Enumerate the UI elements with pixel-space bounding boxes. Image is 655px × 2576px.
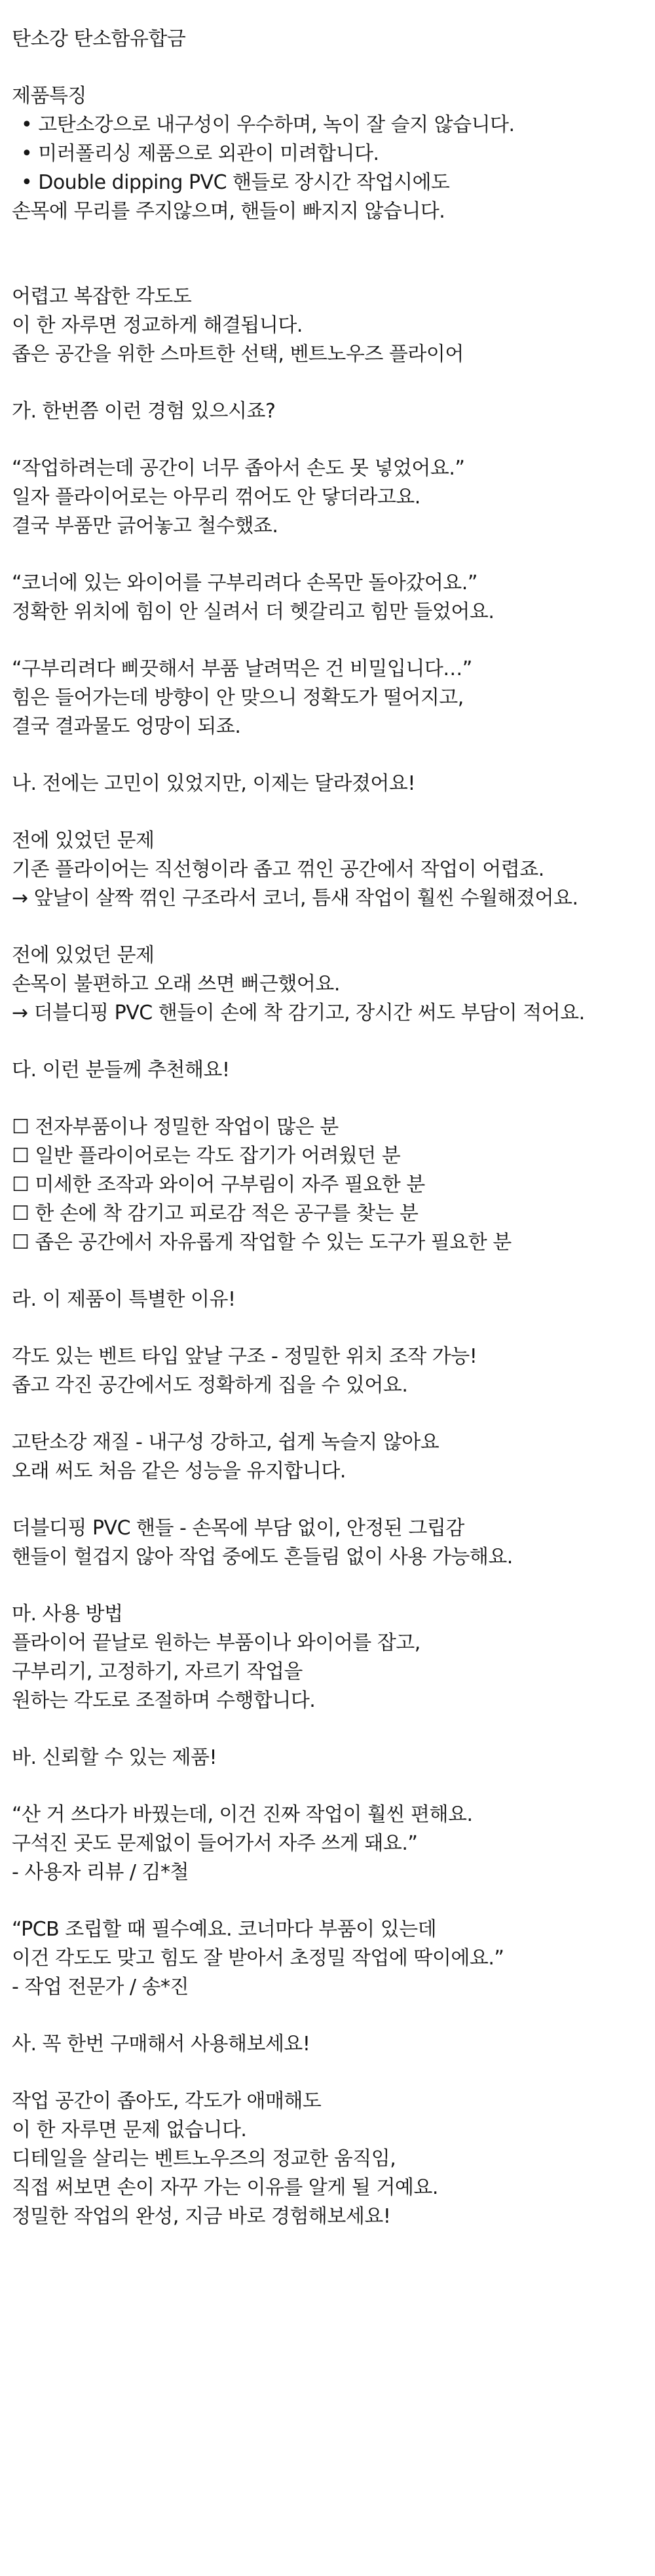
- spacer: [12, 541, 642, 569]
- usage-line: 구부리기, 고정하기, 자르기 작업을: [12, 1660, 303, 1683]
- feature-title: 각도 있는 벤트 타입 앞날 구조 - 정밀한 위치 조작 가능!: [12, 1345, 477, 1368]
- section-e-heading: 마. 사용 방법: [12, 1603, 123, 1626]
- spacer: [12, 1257, 642, 1285]
- feature-bullet: • Double dipping PVC 핸들로 장시간 작업시에도: [21, 171, 450, 194]
- experience-quote: “작업하려는데 공간이 너무 좁아서 손도 못 넣었어요.”: [12, 457, 465, 480]
- solution-line: → 앞날이 살짝 꺾인 구조라서 코너, 틈새 작업이 훨씬 수월해졌어요.: [12, 887, 578, 910]
- review-author: - 작업 전문가 / 송*진: [12, 1976, 189, 1999]
- feature-detail: 핸들이 헐겁지 않아 작업 중에도 흔들림 없이 사용 가능해요.: [12, 1546, 513, 1569]
- usage-line: 플라이어 끝날로 원하는 부품이나 와이어를 잡고,: [12, 1631, 421, 1654]
- section-g-heading: 사. 꼭 한번 구매해서 사용해보세요!: [12, 2033, 310, 2056]
- features-heading: 제품특징: [12, 85, 86, 107]
- solution-line: → 더블디핑 PVC 핸들이 손에 착 감기고, 장시간 써도 부담이 적어요.: [12, 1002, 585, 1025]
- closing-line: 이 한 자루면 문제 없습니다.: [12, 2118, 247, 2141]
- closing-line: 디테일을 살리는 벤트노우즈의 정교한 움직임,: [12, 2147, 396, 2170]
- spacer: [12, 627, 642, 655]
- spacer: [12, 1486, 642, 1514]
- section-b-heading: 나. 전에는 고민이 있었지만, 이제는 달라졌어요!: [12, 772, 415, 795]
- section-f-heading: 바. 신뢰할 수 있는 제품!: [12, 1746, 217, 1769]
- spacer: [12, 1400, 642, 1428]
- spacer: [12, 741, 642, 770]
- spacer: [12, 426, 642, 454]
- problem-line: 기존 플라이어는 직선형이라 좁고 꺾인 공간에서 작업이 어렵죠.: [12, 858, 544, 881]
- spacer: [12, 2002, 642, 2030]
- experience-quote: “코너에 있는 와이어를 구부리려다 손목만 돌아갔어요.”: [12, 572, 477, 595]
- checklist-item: ☐ 미세한 조작과 와이어 구부림이 자주 필요한 분: [12, 1173, 425, 1196]
- section-c-heading: 다. 이런 분들께 추천해요!: [12, 1059, 230, 1082]
- spacer: [12, 1772, 642, 1801]
- intro-line: 이 한 자루면 정교하게 해결됩니다.: [12, 314, 303, 337]
- spacer: [12, 226, 642, 283]
- experience-quote: “구부리려다 삐끗해서 부품 날려먹은 건 비밀입니다…”: [12, 657, 472, 680]
- spacer: [12, 1314, 642, 1342]
- checklist-item: ☐ 일반 플라이어로는 각도 잡기가 어려웠던 분: [12, 1144, 401, 1167]
- experience-line: 일자 플라이어로는 아무리 꺾어도 안 닿더라고요.: [12, 486, 421, 509]
- feature-title: 더블디핑 PVC 핸들 - 손목에 부담 없이, 안정된 그립감: [12, 1517, 464, 1540]
- intro-line: 어렵고 복잡한 각도도: [12, 285, 192, 308]
- checklist-item: ☐ 한 손에 착 감기고 피로감 적은 공구를 찾는 분: [12, 1202, 419, 1225]
- closing-line: 작업 공간이 좁아도, 각도가 애매해도: [12, 2090, 322, 2113]
- feature-detail: 좁고 각진 공간에서도 정확하게 집을 수 있어요.: [12, 1374, 408, 1397]
- spacer: [12, 1085, 642, 1113]
- usage-line: 원하는 각도로 조절하며 수행합니다.: [12, 1689, 316, 1712]
- section-a-heading: 가. 한번쯤 이런 경험 있으시죠?: [12, 400, 276, 423]
- problem-line: 손목이 불편하고 오래 쓰면 뻐근했어요.: [12, 973, 340, 996]
- feature-bullet: • 미러폴리싱 제품으로 외관이 미려합니다.: [21, 142, 379, 165]
- experience-line: 결국 결과물도 엉망이 되죠.: [12, 715, 241, 738]
- intro-line: 좁은 공간을 위한 스마트한 선택, 벤트노우즈 플라이어: [12, 343, 464, 366]
- section-d-heading: 라. 이 제품이 특별한 이유!: [12, 1288, 236, 1311]
- experience-line: 결국 부품만 긁어놓고 철수했죠.: [12, 515, 278, 537]
- spacer: [12, 1028, 642, 1056]
- closing-line: 직접 써보면 손이 자꾸 가는 이유를 알게 될 거예요.: [12, 2176, 438, 2199]
- spacer: [12, 369, 642, 397]
- spacer: [12, 1715, 642, 1744]
- problem-label: 전에 있었던 문제: [12, 829, 155, 852]
- feature-continuation: 손목에 무리를 주지않으며, 핸들이 빠지지 않습니다.: [12, 200, 445, 223]
- spacer: [12, 798, 642, 827]
- page-title: 탄소강 탄소함유합금: [12, 28, 186, 50]
- problem-label: 전에 있었던 문제: [12, 944, 155, 967]
- experience-line: 정확한 위치에 힘이 안 실려서 더 헷갈리고 힘만 들었어요.: [12, 600, 495, 623]
- review-quote: “산 거 쓰다가 바꿨는데, 이건 진짜 작업이 훨씬 편해요.: [12, 1803, 473, 1826]
- spacer: [12, 54, 642, 82]
- spacer: [12, 1572, 642, 1600]
- experience-line: 힘은 들어가는데 방향이 안 맞으니 정확도가 떨어지고,: [12, 686, 464, 709]
- spacer: [12, 913, 642, 941]
- review-quote: 구석진 곳도 문제없이 들어가서 자주 쓰게 돼요.”: [12, 1832, 418, 1855]
- feature-title: 고탄소강 재질 - 내구성 강하고, 쉽게 녹슬지 않아요: [12, 1431, 440, 1454]
- review-author: - 사용자 리뷰 / 김*철: [12, 1861, 189, 1884]
- closing-line: 정밀한 작업의 완성, 지금 바로 경험해보세요!: [12, 2205, 391, 2228]
- spacer: [12, 2059, 642, 2087]
- spacer: [12, 1887, 642, 1915]
- feature-bullet: • 고탄소강으로 내구성이 우수하며, 녹이 잘 슬지 않습니다.: [21, 113, 515, 136]
- checklist-item: ☐ 전자부품이나 정밀한 작업이 많은 분: [12, 1116, 339, 1139]
- checklist-item: ☐ 좁은 공간에서 자유롭게 작업할 수 있는 도구가 필요한 분: [12, 1231, 512, 1254]
- review-quote: 이건 각도도 맞고 힘도 잘 받아서 초정밀 작업에 딱이에요.”: [12, 1947, 504, 1970]
- feature-detail: 오래 써도 처음 같은 성능을 유지합니다.: [12, 1460, 346, 1483]
- review-quote: “PCB 조립할 때 필수예요. 코너마다 부품이 있는데: [12, 1918, 437, 1941]
